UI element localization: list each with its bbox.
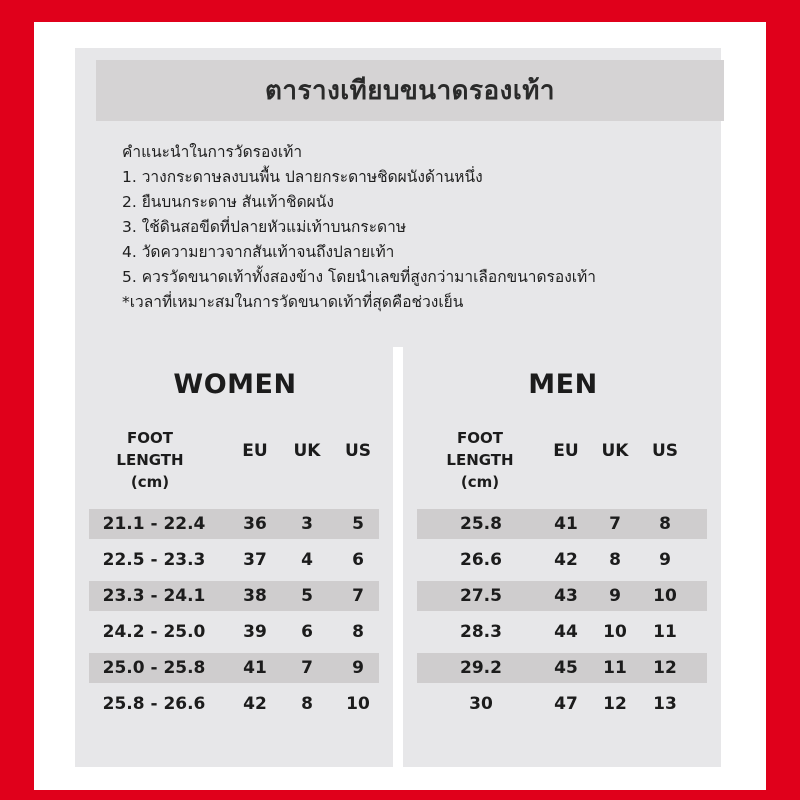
uk-header: UK — [601, 441, 629, 461]
women-size-table — [75, 347, 393, 767]
size-tables — [75, 347, 721, 767]
instructions-note: *เวลาที่เหมาะสมในการวัดขนาดเท้าที่สุดคือช่วงเย็น — [122, 293, 464, 311]
foot-header-line: FOOT — [457, 429, 503, 447]
eu-cell: 41 — [554, 514, 578, 534]
us-cell: 10 — [346, 694, 370, 714]
us-header: US — [344, 441, 372, 461]
us-cell: 10 — [653, 586, 677, 606]
uk-cell: 3 — [301, 514, 313, 534]
foot-length-cell: 30 — [469, 694, 493, 714]
instructions — [122, 140, 722, 315]
instructions-heading: คำแนะนำในการวัดรองเท้า — [122, 143, 303, 161]
instruction-step: 3. ใช้ดินสอขีดที่ปลายหัวแม่เท้าบนกระดาษ — [122, 218, 407, 236]
eu-header: EU — [242, 441, 268, 461]
uk-cell: 11 — [603, 658, 627, 678]
instruction-step: 1. วางกระดาษลงบนพื้น ปลายกระดาษชิดผนังด้านหนึ่ง — [122, 168, 483, 186]
table-row — [417, 509, 707, 539]
foot-length-cell: 25.8 — [460, 514, 502, 534]
eu-cell: 47 — [554, 694, 578, 714]
foot-header-line: (cm) — [130, 473, 170, 491]
table-row — [417, 617, 707, 647]
eu-cell: 44 — [554, 622, 578, 642]
foot-header-line: LENGTH — [446, 451, 514, 469]
page-frame — [34, 22, 766, 790]
table-row — [89, 581, 379, 611]
us-cell: 6 — [352, 550, 364, 570]
us-header: US — [651, 441, 679, 461]
uk-header: UK — [293, 441, 321, 461]
uk-cell: 12 — [603, 694, 627, 714]
table-row — [417, 689, 707, 719]
uk-cell: 9 — [609, 586, 621, 606]
foot-length-cell: 25.0 - 25.8 — [102, 658, 206, 678]
foot-length-cell: 28.3 — [460, 622, 502, 642]
eu-cell: 41 — [243, 658, 267, 678]
us-cell: 13 — [653, 694, 677, 714]
us-cell: 8 — [352, 622, 364, 642]
us-cell: 9 — [659, 550, 671, 570]
instruction-step: 5. ควรวัดขนาดเท้าทั้งสองข้าง โดยนำเลขที่สูงกว่ามาเลือกขนาดรองเท้า — [122, 268, 596, 286]
foot-length-cell: 25.8 - 26.6 — [102, 694, 206, 714]
uk-cell: 4 — [301, 550, 313, 570]
women-title: WOMEN — [173, 369, 297, 400]
us-cell: 11 — [653, 622, 677, 642]
foot-length-cell: 24.2 - 25.0 — [102, 622, 206, 642]
foot-length-cell: 21.1 - 22.4 — [102, 514, 206, 534]
eu-cell: 36 — [243, 514, 267, 534]
foot-length-cell: 23.3 - 24.1 — [102, 586, 206, 606]
page-title: ตารางเทียบขนาดรองเท้า — [96, 60, 724, 121]
foot-header-line: LENGTH — [116, 451, 184, 469]
uk-cell: 5 — [301, 586, 313, 606]
uk-cell: 10 — [603, 622, 627, 642]
table-row — [417, 581, 707, 611]
eu-cell: 42 — [243, 694, 267, 714]
instruction-step: 2. ยืนบนกระดาษ สันเท้าชิดผนัง — [122, 193, 334, 211]
foot-length-cell: 29.2 — [460, 658, 502, 678]
foot-length-cell: 22.5 - 23.3 — [102, 550, 206, 570]
us-cell: 12 — [653, 658, 677, 678]
eu-cell: 38 — [243, 586, 267, 606]
eu-cell: 37 — [243, 550, 267, 570]
table-row — [417, 545, 707, 575]
men-size-table — [403, 347, 721, 767]
table-row — [89, 689, 379, 719]
eu-header: EU — [553, 441, 579, 461]
table-row — [417, 653, 707, 683]
foot-length-cell: 26.6 — [460, 550, 502, 570]
table-row — [89, 617, 379, 647]
foot-length-cell: 27.5 — [460, 586, 502, 606]
uk-cell: 8 — [609, 550, 621, 570]
uk-cell: 7 — [301, 658, 313, 678]
uk-cell: 7 — [609, 514, 621, 534]
table-row — [89, 653, 379, 683]
men-title: MEN — [528, 369, 598, 400]
eu-cell: 43 — [554, 586, 578, 606]
us-cell: 7 — [352, 586, 364, 606]
foot-header-line: FOOT — [127, 429, 173, 447]
foot-length-header — [95, 427, 205, 493]
uk-cell: 6 — [301, 622, 313, 642]
us-cell: 9 — [352, 658, 364, 678]
eu-cell: 45 — [554, 658, 578, 678]
eu-cell: 39 — [243, 622, 267, 642]
foot-length-header — [425, 427, 535, 493]
uk-cell: 8 — [301, 694, 313, 714]
instruction-step: 4. วัดความยาวจากสันเท้าจนถึงปลายเท้า — [122, 243, 395, 261]
eu-cell: 42 — [554, 550, 578, 570]
foot-header-line: (cm) — [460, 473, 500, 491]
table-row — [89, 509, 379, 539]
us-cell: 5 — [352, 514, 364, 534]
us-cell: 8 — [659, 514, 671, 534]
table-row — [89, 545, 379, 575]
